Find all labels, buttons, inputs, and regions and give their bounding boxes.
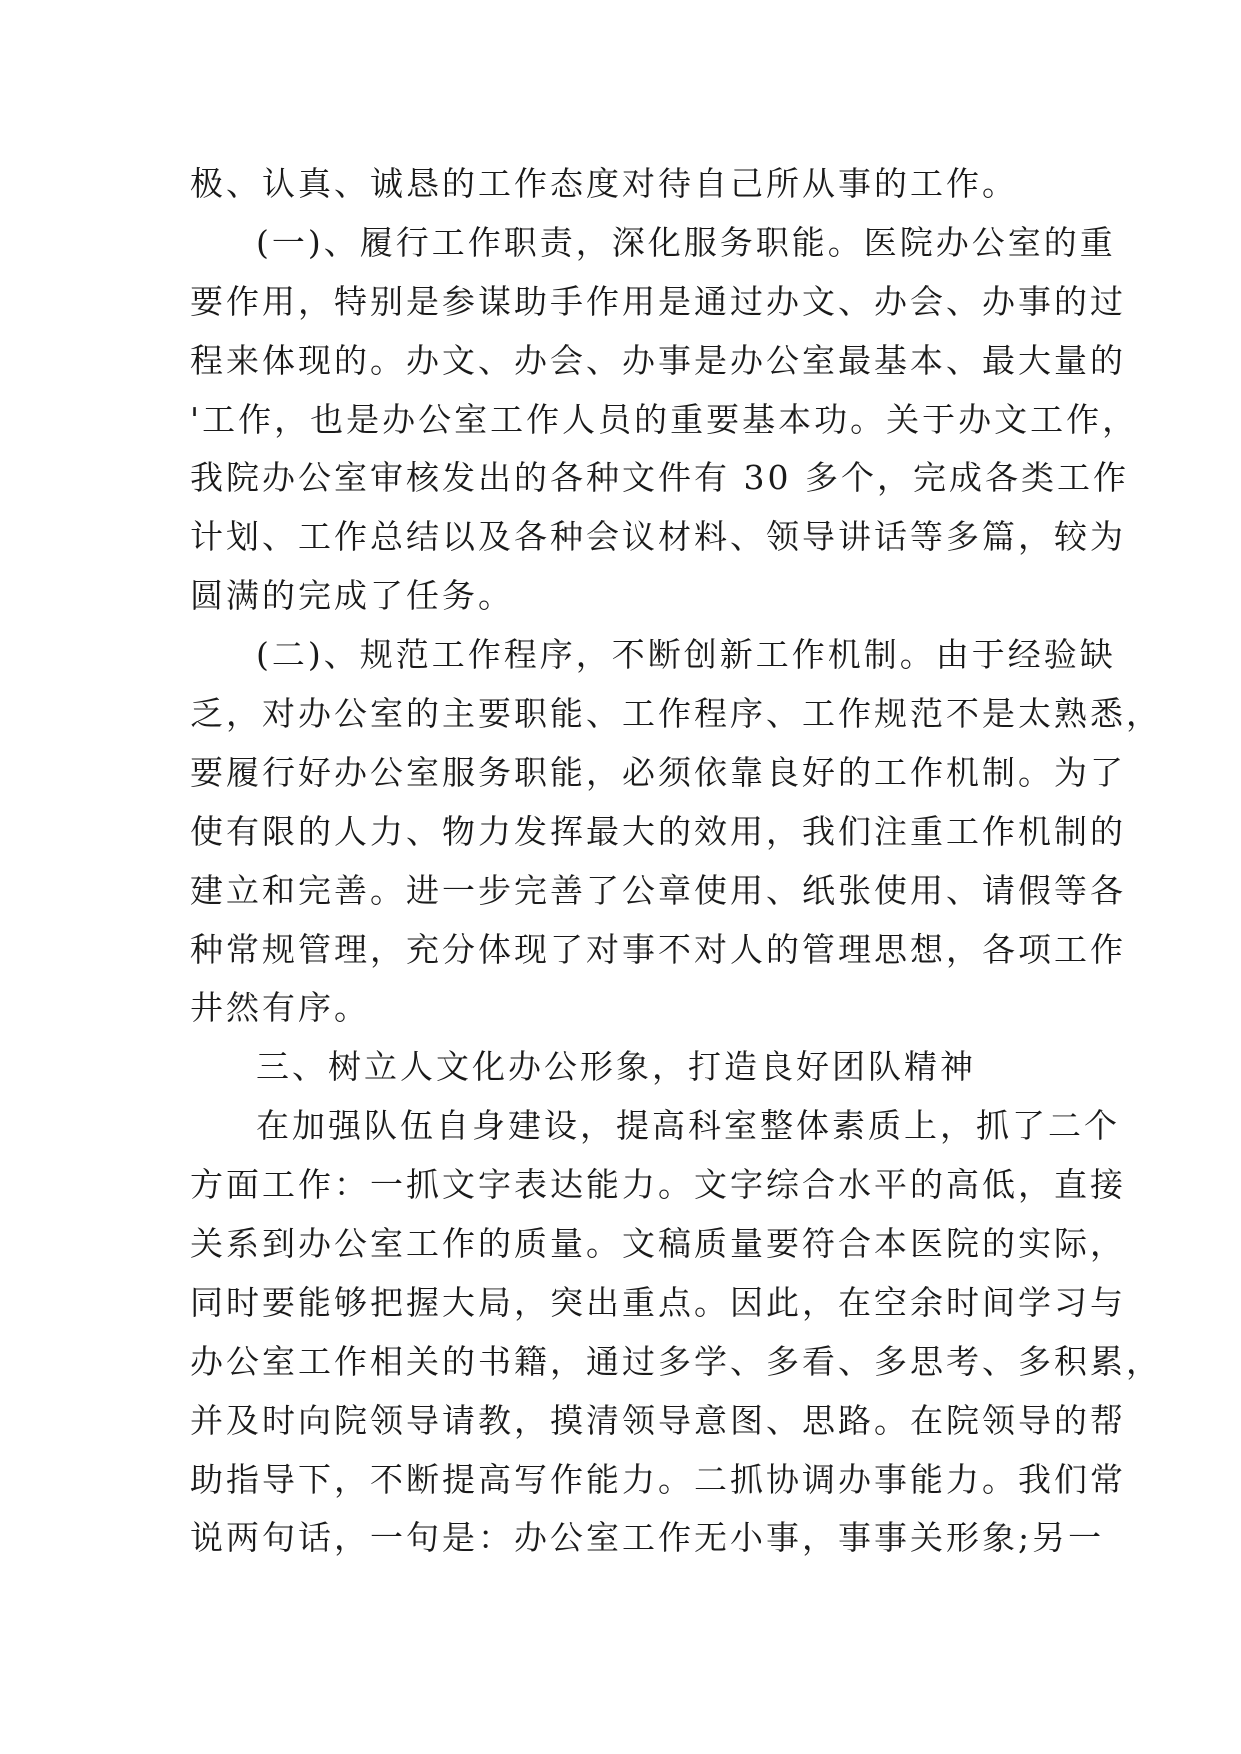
text-line: (一)、履行工作职责，深化服务职能。医院办公室的重 xyxy=(256,222,1116,262)
text-line: 建立和完善。进一步完善了公章使用、纸张使用、请假等各 xyxy=(190,870,1126,910)
text-line: 乏，对办公室的主要职能、工作程序、工作规范不是太熟悉， xyxy=(190,694,1162,734)
text-line: 极、认真、诚恳的工作态度对待自己所从事的工作。 xyxy=(190,164,1018,203)
text-line: 办公室工作相关的书籍，通过多学、多看、多思考、多积累， xyxy=(190,1341,1162,1381)
text-line: 我院办公室审核发出的各种文件有 30 多个，完成各类工作 xyxy=(190,458,1129,498)
text-line: 使有限的人力、物力发挥最大的效用，我们注重工作机制的 xyxy=(190,811,1126,851)
text-line: 井然有序。 xyxy=(190,988,370,1028)
text-line: (二)、规范工作程序，不断创新工作机制。由于经验缺 xyxy=(256,635,1116,675)
section-heading: 三、树立人文化办公形象，打造良好团队精神 xyxy=(256,1047,976,1087)
text-line: '工作，也是办公室工作人员的重要基本功。关于办文工作， xyxy=(190,399,1139,439)
text-line: 并及时向院领导请教，摸清领导意图、思路。在院领导的帮 xyxy=(190,1400,1126,1440)
body-text xyxy=(190,155,1162,1568)
text-line: 在加强队伍自身建设，提高科室整体素质上，抓了二个 xyxy=(256,1106,1120,1146)
text-line: 种常规管理，充分体现了对事不对人的管理思想，各项工作 xyxy=(190,929,1126,969)
text-line: 要作用，特别是参谋助手作用是通过办文、办会、办事的过 xyxy=(190,281,1126,321)
text-line: 同时要能够把握大局，突出重点。因此，在空余时间学习与 xyxy=(190,1282,1126,1322)
text-line: 助指导下，不断提高写作能力。二抓协调办事能力。我们常 xyxy=(190,1459,1126,1499)
text-line: 要履行好办公室服务职能，必须依靠良好的工作机制。为了 xyxy=(190,752,1126,792)
text-line: 方面工作：一抓文字表达能力。文字综合水平的高低，直接 xyxy=(190,1165,1126,1205)
text-line: 说两句话，一句是：办公室工作无小事，事事关形象;另一 xyxy=(190,1518,1105,1558)
text-line: 关系到办公室工作的质量。文稿质量要符合本医院的实际， xyxy=(190,1224,1126,1264)
text-line: 程来体现的。办文、办会、办事是办公室最基本、最大量的 xyxy=(190,340,1126,380)
text-line: 圆满的完成了任务。 xyxy=(190,576,514,616)
text-line: 计划、工作总结以及各种会议材料、领导讲话等多篇，较为 xyxy=(190,517,1126,557)
